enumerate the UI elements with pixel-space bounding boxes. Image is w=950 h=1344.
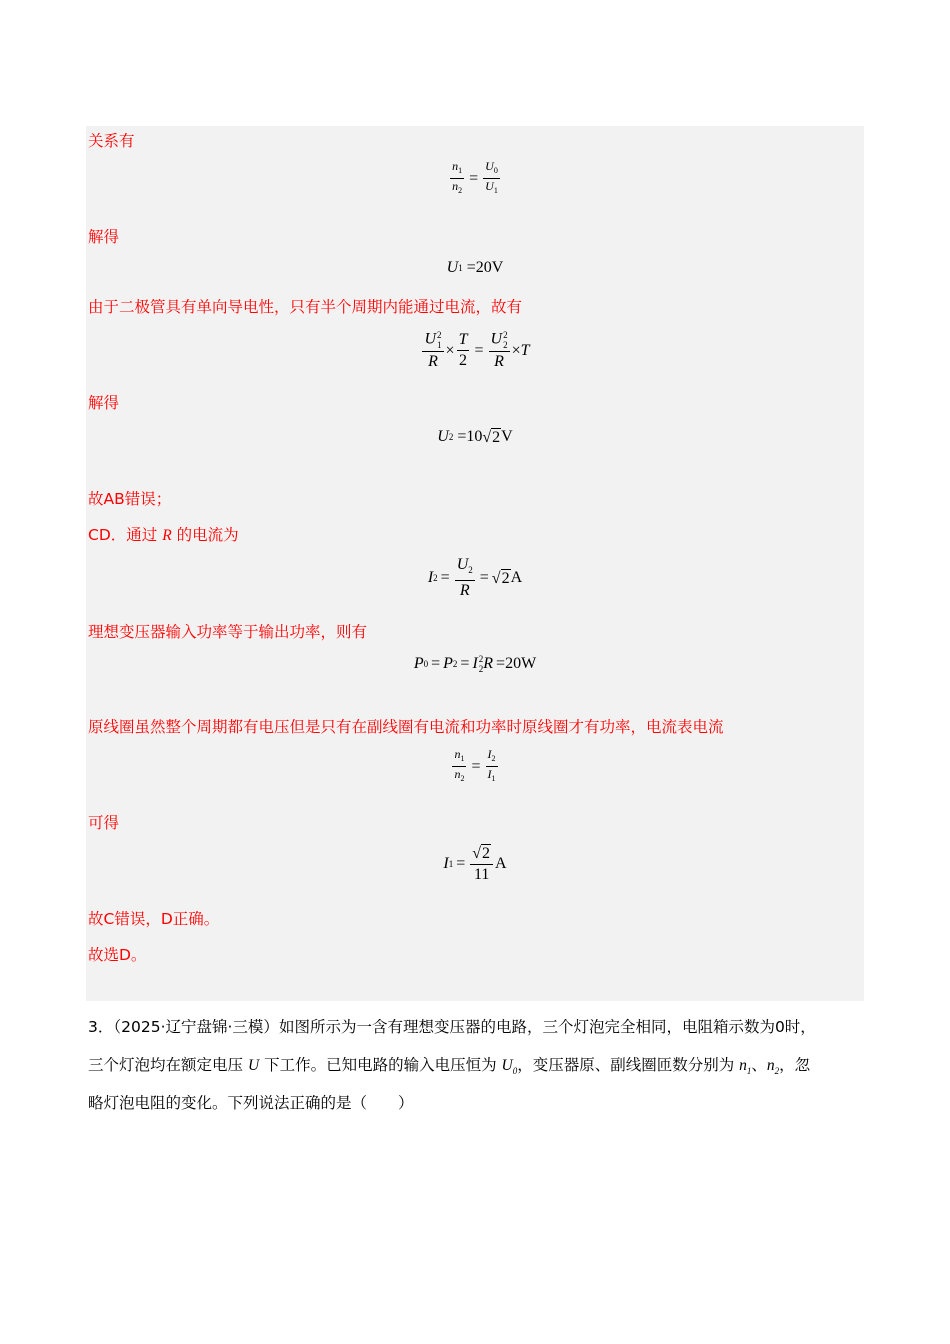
fraction-u0-u1: $\frac{U_0}{U_1}$ bbox=[485, 159, 498, 195]
final-answer: 故选D。 bbox=[88, 946, 147, 964]
obtain-label: 可得 bbox=[88, 814, 120, 832]
equation-u2: U 2 =10 √ 2 V bbox=[437, 428, 513, 446]
solve-label-1: 解得 bbox=[88, 228, 120, 246]
fraction-u2sq-r: U 2 2 R bbox=[490, 330, 508, 370]
sqrt-2: √ 2 bbox=[482, 429, 501, 446]
equation-turns-ratio: $\frac{n_1}{n_2}$ = $\frac{U_0}{U_1}$ bbox=[452, 159, 498, 195]
question-3-line-2: 三个灯泡均在额定电压 U 下工作。已知电路的输入电压恒为 $U_0$，变压器原、副线圈匝数分别为 $n_1$、$n_2$，忽 bbox=[88, 1056, 811, 1076]
equation-u1: U 1 =20V bbox=[446, 259, 504, 276]
solve-label-2: 解得 bbox=[88, 394, 120, 412]
primary-coil-explanation: 原线圈虽然整个周期都有电压但是只有在副线圈有电流和功率时原线圈才有功率，电流表电流 bbox=[88, 718, 724, 736]
equation-current-ratio: $\frac{n_1}{n_2}$ = $\frac{I_2}{I_1}$ bbox=[454, 747, 496, 783]
question-number: 3． bbox=[88, 1018, 114, 1036]
question-3-line-1: 3．（2025·辽宁盘锦·三模）如图所示为一含有理想变压器的电路，三个灯泡完全相同，电阻箱示数为0时， bbox=[88, 1018, 816, 1036]
cd-current-intro: CD．通过 R 的电流为 bbox=[88, 526, 239, 544]
fraction-n1-n2-b: $\frac{n_1}{n_2}$ bbox=[454, 747, 465, 783]
conclusion-ab: 故AB错误； bbox=[88, 490, 172, 508]
fraction-u2-r: $\frac{U_2}{R}$ bbox=[456, 556, 473, 599]
relation-label: 关系有 bbox=[88, 132, 135, 150]
question-3-line-3: 略灯泡电阻的变化。下列说法正确的是（ ） bbox=[88, 1094, 414, 1112]
fraction-sqrt2-11: √ 2 11 bbox=[470, 844, 493, 884]
question-source: （2025·辽宁盘锦·三模） bbox=[113, 1018, 279, 1036]
conclusion-cd: 故C错误，D正确。 bbox=[88, 910, 220, 928]
diode-explanation: 由于二极管具有单向导电性，只有半个周期内能通过电流，故有 bbox=[88, 298, 523, 316]
power-equality-text: 理想变压器输入功率等于输出功率，则有 bbox=[88, 623, 368, 641]
fraction-u1sq-r: U 2 1 R bbox=[424, 330, 442, 370]
fraction-t-2: $\frac{T}{2}$ bbox=[458, 331, 468, 369]
equation-power: P 0 = P 2 = I 2 2 R =20W bbox=[413, 654, 537, 674]
equation-i2: I 2 = $\frac{U_2}{R}$ = √ 2 A bbox=[427, 556, 523, 599]
fraction-n1-n2: $\frac{n_1}{n_2}$ bbox=[452, 159, 463, 195]
fraction-i2-i1: $\frac{I_2}{I_1}$ bbox=[487, 747, 496, 783]
equation-i1: I 1 = √ 2 11 A bbox=[443, 845, 507, 883]
sqrt-2-current: √ 2 bbox=[491, 570, 510, 587]
equation-power-balance: U 2 1 R × $\frac{T}{2}$ = U 2 2 R × T bbox=[424, 330, 530, 370]
